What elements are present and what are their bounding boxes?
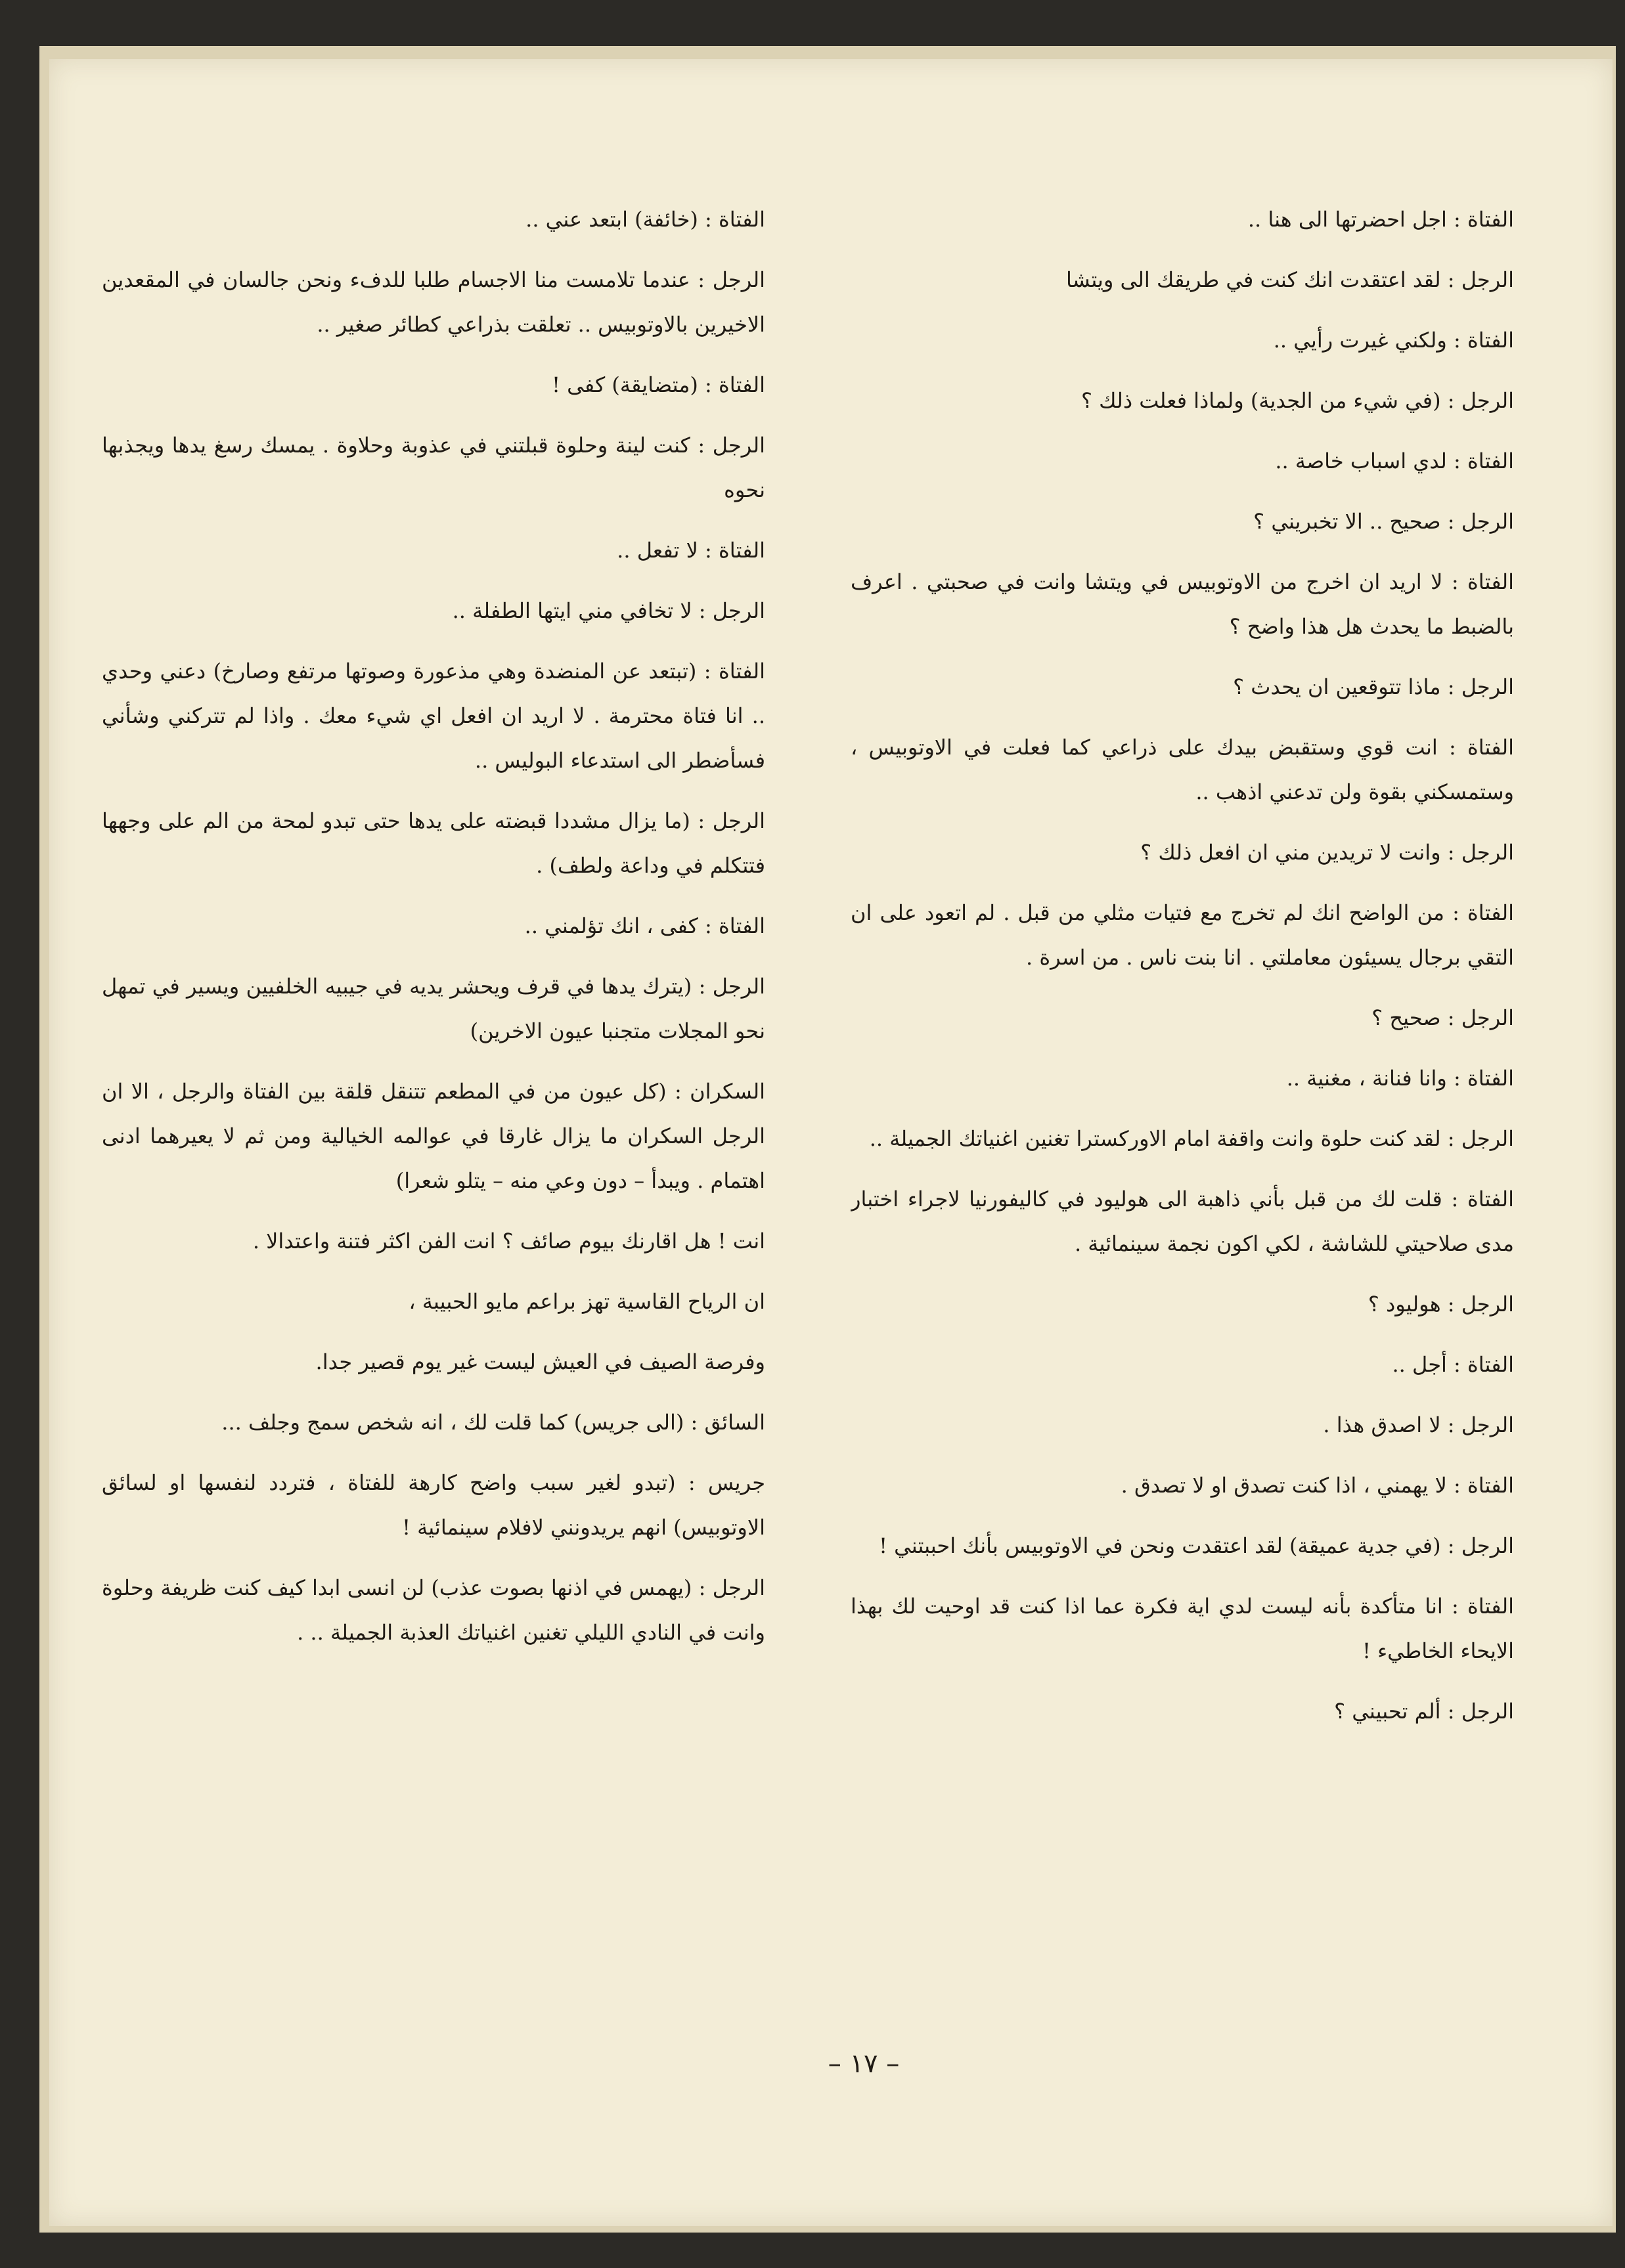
speaker-name: الرجل : bbox=[1447, 267, 1514, 292]
dialogue-text: لا تخافي مني ايتها الطفلة .. bbox=[452, 598, 692, 623]
speaker-name: الفتاة : bbox=[703, 659, 765, 684]
dialogue-paragraph bbox=[102, 1219, 765, 1263]
dialogue-text: ماذا تتوقعين ان يحدث ؟ bbox=[1233, 674, 1441, 699]
dialogue-text: ان الرياح القاسية تهز براعم مايو الحبيبة ، bbox=[409, 1289, 765, 1314]
speaker-name: الرجل : bbox=[1447, 674, 1514, 699]
dialogue-paragraph bbox=[102, 904, 765, 948]
speaker-name: الرجل : bbox=[1447, 1699, 1514, 1724]
speaker-name: السائق : bbox=[690, 1410, 765, 1435]
dialogue-paragraph bbox=[851, 1689, 1514, 1734]
dialogue-paragraph bbox=[851, 1177, 1514, 1266]
dialogue-paragraph bbox=[851, 257, 1514, 302]
speaker-name: الفتاة : bbox=[1454, 1066, 1514, 1091]
dialogue-text: انا متأكدة بأنه ليست لدي اية فكرة عما اذا كنت قد اوحيت لك بهذا الايحاء الخاطيء ! bbox=[851, 1594, 1514, 1663]
dialogue-paragraph bbox=[102, 798, 765, 888]
dialogue-paragraph bbox=[851, 1342, 1514, 1387]
dialogue-paragraph bbox=[851, 1056, 1514, 1101]
dialogue-paragraph bbox=[102, 964, 765, 1053]
dialogue-text: لا اريد ان اخرج من الاوتوبيس في ويتشا وانت في صحبتي . اعرف بالضبط ما يحدث هل هذا واضح ؟ bbox=[851, 569, 1514, 639]
speaker-name: الفتاة : bbox=[1454, 1473, 1514, 1498]
dialogue-paragraph bbox=[851, 1463, 1514, 1508]
speaker-name: الفتاة : bbox=[705, 207, 765, 232]
dialogue-text: صحيح ؟ bbox=[1371, 1005, 1441, 1030]
dialogue-paragraph bbox=[851, 439, 1514, 483]
dialogue-text: (تبدو لغير سبب واضح كارهة للفتاة ، فتردد لنفسها او لسائق الاوتوبيس) انهم يريدونني لافلام سينمائية ! bbox=[102, 1470, 765, 1540]
dialogue-paragraph bbox=[851, 559, 1514, 649]
dialogue-text: لا تفعل .. bbox=[617, 538, 698, 563]
dialogue-paragraph bbox=[851, 197, 1514, 242]
dialogue-text: لقد اعتقدت انك كنت في طريقك الى ويتشا bbox=[1066, 267, 1441, 292]
dialogue-paragraph bbox=[102, 1460, 765, 1550]
dialogue-text: كفى ، انك تؤلمني .. bbox=[524, 913, 698, 938]
speaker-name: الرجل : bbox=[1447, 388, 1514, 413]
document-page bbox=[49, 59, 1613, 2226]
dialogue-paragraph bbox=[851, 1584, 1514, 1673]
speaker-name: الفتاة : bbox=[1454, 448, 1514, 473]
speaker-name: الفتاة : bbox=[705, 538, 765, 563]
dialogue-paragraph bbox=[102, 1279, 765, 1324]
speaker-name: الرجل : bbox=[1447, 509, 1514, 534]
dialogue-text: (كل عيون من في المطعم تتنقل قلقة بين الفتاة والرجل ، الا ان الرجل السكران ما يزال غارقا في عوالمه الخيالية ومن ثم لا يعيرهما ادنى اهتمام . ويبدأ – دون وعي منه – يتلو شعرا) bbox=[102, 1079, 765, 1193]
dialogue-paragraph bbox=[851, 725, 1514, 814]
speaker-name: الرجل : bbox=[1447, 1005, 1514, 1030]
speaker-name: الفتاة : bbox=[705, 372, 765, 397]
dialogue-text: (يترك يدها في قرف ويحشر يديه في جيبيه الخلفيين ويسير في تمهل نحو المجلات متجنبا عيون الاخرين) bbox=[102, 974, 765, 1043]
dialogue-paragraph bbox=[102, 588, 765, 633]
dialogue-text: صحيح .. الا تخبريني ؟ bbox=[1253, 509, 1441, 534]
dialogue-paragraph bbox=[102, 1069, 765, 1203]
dialogue-text: وفرصة الصيف في العيش ليست غير يوم قصير جدا. bbox=[315, 1349, 765, 1374]
dialogue-text: لا اصدق هذا . bbox=[1323, 1412, 1441, 1437]
speaker-name: الفتاة : bbox=[1452, 900, 1514, 925]
right-column bbox=[851, 197, 1514, 2016]
dialogue-paragraph bbox=[102, 257, 765, 347]
speaker-name: الرجل : bbox=[698, 974, 765, 999]
dialogue-paragraph bbox=[851, 1403, 1514, 1447]
dialogue-paragraph bbox=[102, 528, 765, 573]
speaker-name: الرجل : bbox=[698, 433, 765, 458]
dialogue-text: أجل .. bbox=[1392, 1352, 1447, 1377]
speaker-name: الرجل : bbox=[1447, 1292, 1514, 1317]
dialogue-paragraph bbox=[851, 1116, 1514, 1161]
dialogue-text: (الى جريس) كما قلت لك ، انه شخص سمج وجلف ... bbox=[221, 1410, 684, 1435]
dialogue-text: (تبتعد عن المنضدة وهي مذعورة وصوتها مرتفع وصارخ) دعني وحدي .. انا فتاة محترمة . لا اريد ان افعل اي شيء معك . واذا لم تتركني وشأني فسأضطر الى استدعاء البوليس .. bbox=[102, 659, 765, 773]
dialogue-text: (في شيء من الجدية) ولماذا فعلت ذلك ؟ bbox=[1080, 388, 1441, 413]
dialogue-text: لدي اسباب خاصة .. bbox=[1275, 448, 1447, 473]
speaker-name: الفتاة : bbox=[1454, 1352, 1514, 1377]
dialogue-paragraph bbox=[851, 830, 1514, 875]
dialogue-paragraph bbox=[102, 362, 765, 407]
dialogue-paragraph bbox=[102, 1340, 765, 1384]
speaker-name: الفتاة : bbox=[1452, 1594, 1514, 1619]
dialogue-text: (في جدية عميقة) لقد اعتقدت ونحن في الاوتوبيس بأنك احببتني ! bbox=[879, 1533, 1441, 1558]
left-column bbox=[102, 197, 765, 2016]
dialogue-text: هوليود ؟ bbox=[1368, 1292, 1441, 1317]
dialogue-paragraph bbox=[102, 197, 765, 242]
dialogue-text: ولكني غيرت رأيي .. bbox=[1273, 328, 1447, 353]
speaker-name: الفتاة : bbox=[1451, 569, 1514, 594]
dialogue-text: وانت لا تريدين مني ان افعل ذلك ؟ bbox=[1140, 840, 1441, 865]
dialogue-text: اجل احضرتها الى هنا .. bbox=[1247, 207, 1447, 232]
dialogue-paragraph bbox=[102, 649, 765, 783]
dialogue-text: كنت لينة وحلوة قبلتني في عذوبة وحلاوة . يمسك رسغ يدها ويجذبها نحوه bbox=[102, 433, 765, 502]
speaker-name: الرجل : bbox=[1447, 1412, 1514, 1437]
speaker-name: الفتاة : bbox=[705, 913, 765, 938]
dialogue-paragraph bbox=[851, 318, 1514, 362]
speaker-name: الرجل : bbox=[698, 808, 765, 833]
speaker-name: الرجل : bbox=[1447, 1533, 1514, 1558]
speaker-name: الرجل : bbox=[1447, 1126, 1514, 1151]
speaker-name: الفتاة : bbox=[1449, 735, 1514, 760]
dialogue-paragraph bbox=[851, 995, 1514, 1040]
dialogue-text: عندما تلامست منا الاجسام طلبا للدفء ونحن جالسان في المقعدين الاخيرين بالاوتوبيس .. تعلقت بذراعي كطائر صغير .. bbox=[102, 267, 765, 337]
dialogue-paragraph bbox=[851, 1523, 1514, 1568]
speaker-name: جريس : bbox=[688, 1470, 765, 1495]
speaker-name: الرجل : bbox=[698, 267, 765, 292]
dialogue-text: انت ! هل اقارنك بيوم صائف ؟ انت الفن اكثر فتنة واعتدالا . bbox=[252, 1229, 765, 1254]
dialogue-text: وانا فنانة ، مغنية .. bbox=[1286, 1066, 1447, 1091]
dialogue-paragraph bbox=[102, 1400, 765, 1445]
dialogue-paragraph bbox=[102, 423, 765, 512]
dialogue-text: قلت لك من قبل بأني ذاهبة الى هوليود في كاليفورنيا لاجراء اختبار مدى صلاحيتي للشاشة ، لكي اكون نجمة سينمائية . bbox=[851, 1187, 1514, 1256]
speaker-name: الفتاة : bbox=[1451, 1187, 1514, 1211]
dialogue-text: (متضايقة) كفى ! bbox=[552, 372, 698, 397]
dialogue-text: لقد كنت حلوة وانت واقفة امام الاوركسترا تغنين اغنياتك الجميلة .. bbox=[869, 1126, 1441, 1151]
speaker-name: الرجل : bbox=[698, 1575, 765, 1600]
dialogue-text: (ما يزال مشددا قبضته على يدها حتى تبدو لمحة من الم على وجهها فتتكلم في وداعة ولطف) . bbox=[102, 808, 765, 878]
page-number: – ١٧ – bbox=[828, 2049, 900, 2079]
dialogue-text: لا يهمني ، اذا كنت تصدق او لا تصدق . bbox=[1121, 1473, 1447, 1498]
dialogue-paragraph bbox=[851, 890, 1514, 980]
dialogue-paragraph bbox=[851, 1282, 1514, 1326]
dialogue-paragraph bbox=[102, 1565, 765, 1655]
speaker-name: الرجل : bbox=[1447, 840, 1514, 865]
dialogue-paragraph bbox=[851, 378, 1514, 423]
dialogue-text: انت قوي وستقبض بيدك على ذراعي كما فعلت في الاوتوبيس ، وستمسكني بقوة ولن تدعني اذهب .. bbox=[851, 735, 1514, 804]
speaker-name: السكران : bbox=[675, 1079, 765, 1104]
speaker-name: الرجل : bbox=[698, 598, 765, 623]
dialogue-text: من الواضح انك لم تخرج مع فتيات مثلي من قبل . لم اتعود على ان التقي برجال يسيئون معاملتي . انا بنت ناس . من اسرة . bbox=[851, 900, 1514, 970]
speaker-name: الفتاة : bbox=[1454, 207, 1514, 232]
dialogue-text: (يهمس في اذنها بصوت عذب) لن انسى ابدا كيف كنت ظريفة وحلوة وانت في النادي الليلي تغنين اغنياتك العذبة الجميلة .. . bbox=[102, 1575, 765, 1645]
dialogue-paragraph bbox=[851, 499, 1514, 544]
dialogue-paragraph bbox=[851, 665, 1514, 709]
dialogue-text: (خائفة) ابتعد عني .. bbox=[525, 207, 698, 232]
speaker-name: الفتاة : bbox=[1454, 328, 1514, 353]
dialogue-text: ألم تحبيني ؟ bbox=[1334, 1699, 1441, 1724]
